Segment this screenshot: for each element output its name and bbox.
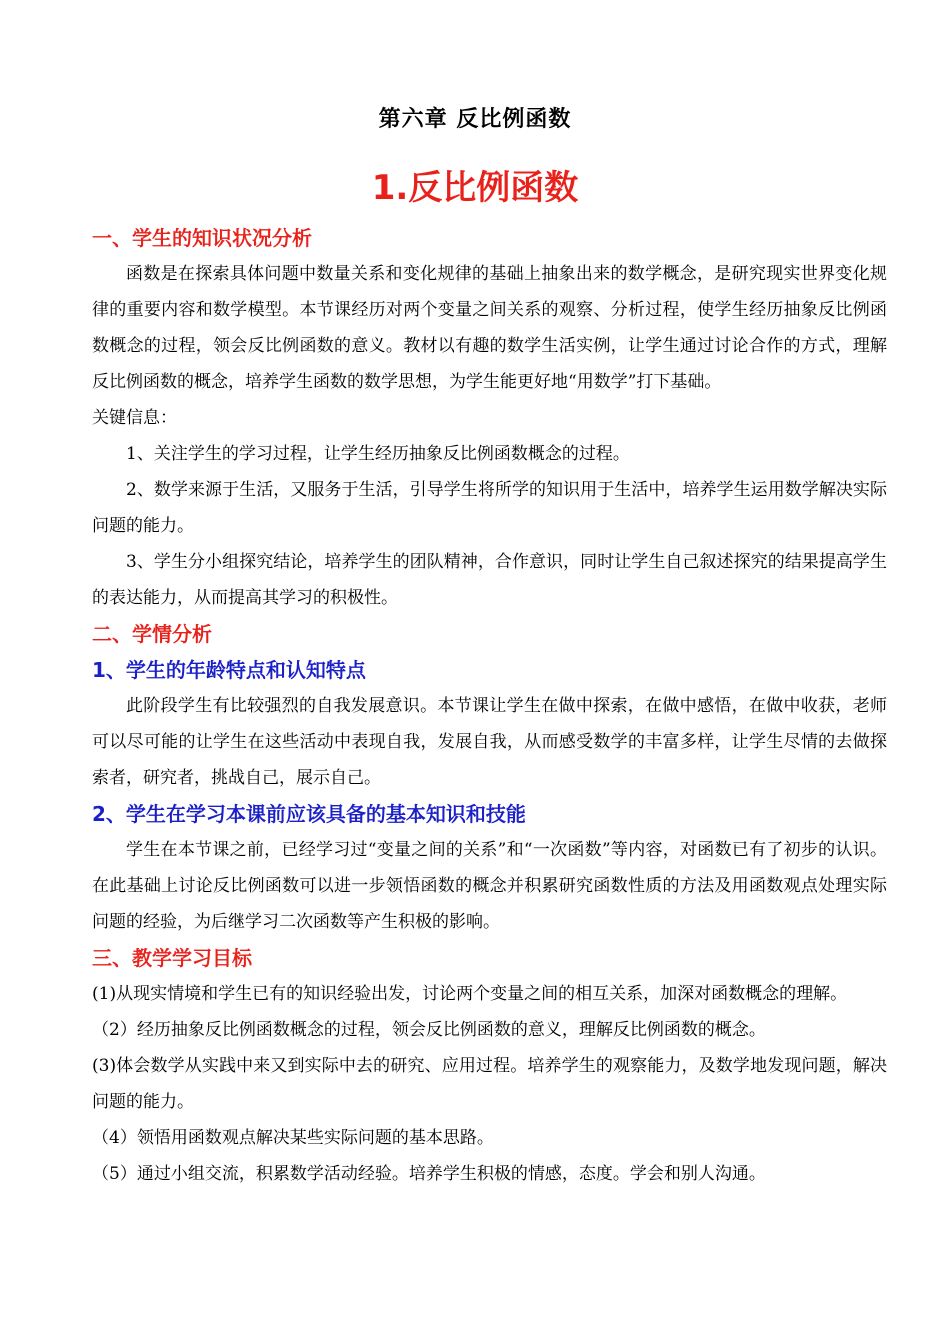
goal-1: (1)从现实情境和学生已有的知识经验出发，讨论两个变量之间的相互关系，加深对函数概念的理解。 (92, 984, 848, 1004)
section3-heading: 三、教学学习目标 (92, 946, 252, 970)
key-item-2: 2、数学来源于生活，又服务于生活，引导学生将所学的知识用于生活中，培养学生运用数学解决实际问题的能力。 (92, 480, 887, 536)
goal-2: （2）经历抽象反比例函数概念的过程，领会反比例函数的意义，理解反比例函数的概念。 (92, 1020, 766, 1040)
document-body (92, 220, 887, 1192)
goal-4: （4）领悟用函数观点解决某些实际问题的基本思路。 (92, 1128, 494, 1148)
key-info-label: 关键信息： (92, 408, 177, 428)
section2-sub1-heading: 1、学生的年龄特点和认知特点 (92, 658, 366, 682)
goal-3: (3)体会数学从实践中来又到实际中去的研究、应用过程。培养学生的观察能力，及数学地发现问题，解决问题的能力。 (92, 1056, 887, 1112)
section2-heading: 二、学情分析 (92, 622, 212, 646)
goal-5: （5）通过小组交流，积累数学活动经验。培养学生积极的情感，态度。学会和别人沟通。 (92, 1164, 766, 1184)
chapter-title: 第六章 反比例函数 (378, 107, 572, 132)
section2-sub1-paragraph: 此阶段学生有比较强烈的自我发展意识。本节课让学生在做中探索，在做中感悟，在做中收获，老师可以尽可能的让学生在这些活动中表现自我，发展自我，从而感受数学的丰富多样，让学生尽情的去做探索者，研究者，挑战自己，展示自己。 (92, 696, 887, 788)
section1-paragraph: 函数是在探索具体问题中数量关系和变化规律的基础上抽象出来的数学概念，是研究现实世界变化规律的重要内容和数学模型。本节课经历对两个变量之间关系的观察、分析过程，使学生经历抽象反比例函数概念的过程，领会反比例函数的意义。教材以有趣的数学生活实例，让学生通过讨论合作的方式，理解反比例函数的概念，培养学生函数的数学思想，为学生能更好地“用数学”打下基础。 (92, 264, 887, 392)
key-item-1: 1、关注学生的学习过程，让学生经历抽象反比例函数概念的过程。 (126, 444, 630, 464)
lesson-title: 1.反比例函数 (371, 168, 579, 208)
key-item-3: 3、学生分小组探究结论，培养学生的团队精神，合作意识，同时让学生自己叙述探究的结果提高学生的表达能力，从而提高其学习的积极性。 (92, 552, 887, 608)
section2-sub2-paragraph: 学生在本节课之前，已经学习过“变量之间的关系”和“一次函数”等内容，对函数已有了初步的认识。在此基础上讨论反比例函数可以进一步领悟函数的概念并积累研究函数性质的方法及用函数观点处理实际问题的经验，为后继学习二次函数等产生积极的影响。 (92, 840, 887, 932)
section1-heading: 一、学生的知识状况分析 (92, 226, 312, 250)
section2-sub2-heading: 2、学生在学习本课前应该具备的基本知识和技能 (92, 802, 526, 826)
